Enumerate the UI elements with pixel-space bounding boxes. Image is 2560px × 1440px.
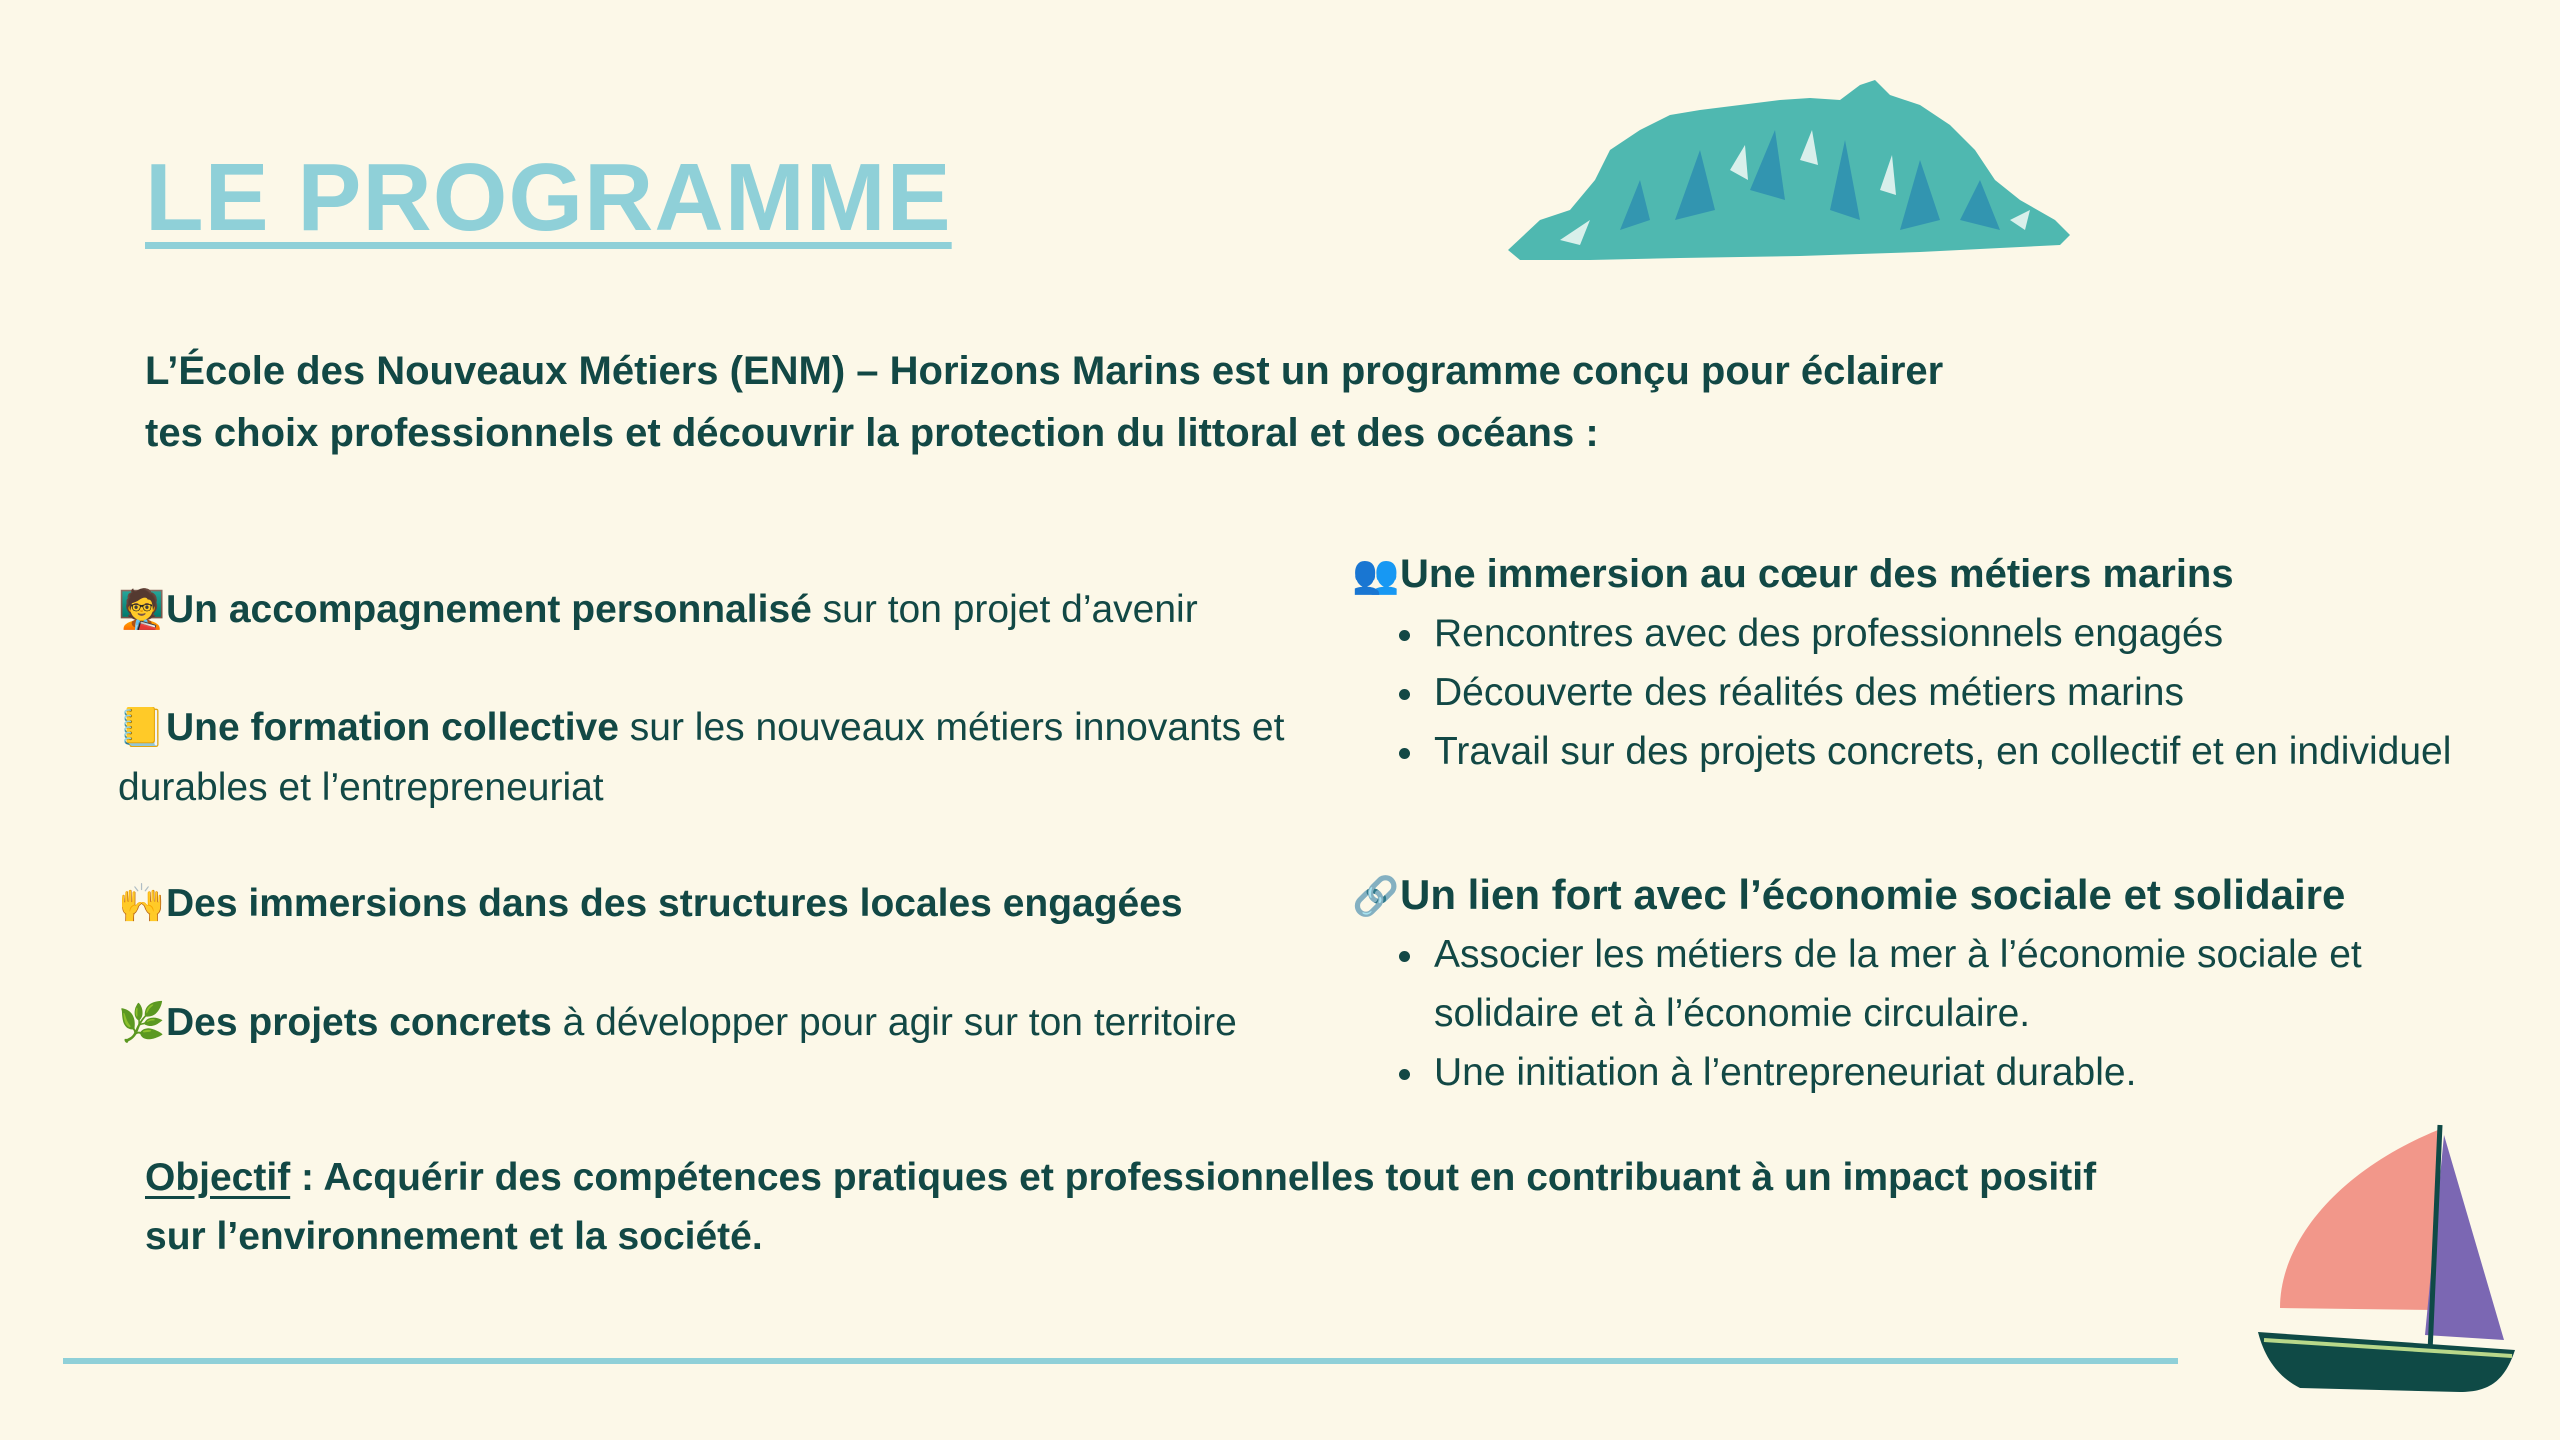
program-item-formation <box>118 698 1328 817</box>
item-bold: Un accompagnement personnalisé <box>166 588 812 631</box>
program-item-immersions <box>118 874 1328 934</box>
notebook-icon: 📒 <box>118 707 166 749</box>
list-item: • Associer les métiers de la mer à l’économie sociale et solidaire et à l’économie circulaire. <box>1428 925 2488 1043</box>
mountain-illustration <box>1500 70 2080 270</box>
list-item: • Rencontres avec des professionnels engagés <box>1428 604 2488 663</box>
sailboat-illustration <box>2250 1120 2520 1400</box>
list-item: • Une initiation à l’entrepreneuriat durable. <box>1428 1043 2488 1102</box>
item-bold: Des projets concrets <box>166 1001 552 1044</box>
section-heading-immersion <box>1352 545 2234 605</box>
item-text: à développer pour agir sur ton territoire <box>551 1001 1237 1044</box>
program-item-accompagnement <box>118 580 1328 640</box>
heading-text: Un lien fort avec l’économie sociale et solidaire <box>1400 871 2346 918</box>
item-text: sur les nouveaux métiers innovants et durables et l’entrepreneuriat <box>118 706 1285 809</box>
objective-text: : Acquérir des compétences pratiques et professionnelles tout en contribuant à un impact positif sur l’environnement et la société. <box>145 1156 2097 1258</box>
teacher-icon: 🧑‍🏫 <box>118 589 166 631</box>
item-bold: Une formation collective <box>166 706 619 749</box>
heading-text: Une immersion au cœur des métiers marins <box>1400 552 2234 596</box>
objective-label: Objectif <box>145 1156 291 1199</box>
list-item: • Travail sur des projets concrets, en collectif et en individuel <box>1428 722 2488 781</box>
herb-icon: 🌿 <box>118 1002 166 1044</box>
people-icon: 👥 <box>1352 554 1400 596</box>
list-item: • Découverte des réalités des métiers marins <box>1428 663 2488 722</box>
objective-paragraph <box>145 1148 2145 1266</box>
link-icon: 🔗 <box>1352 876 1400 918</box>
section-heading-ess <box>1352 865 2345 927</box>
program-item-projets <box>118 993 1328 1053</box>
page-title: LE PROGRAMME <box>145 144 952 251</box>
item-bold: Des immersions dans des structures locales engagées <box>166 882 1183 925</box>
ess-bullet-list <box>1392 925 2488 1102</box>
bottom-divider <box>63 1358 2178 1364</box>
item-text: sur ton projet d’avenir <box>811 588 1198 631</box>
raised-hands-icon: 🙌 <box>118 883 166 925</box>
immersion-bullet-list <box>1392 604 2488 781</box>
intro-paragraph: L’École des Nouveaux Métiers (ENM) – Horizons Marins est un programme conçu pour éclairer tes choix professionnels et découvrir la protection du littoral et des océans : <box>145 349 1944 455</box>
